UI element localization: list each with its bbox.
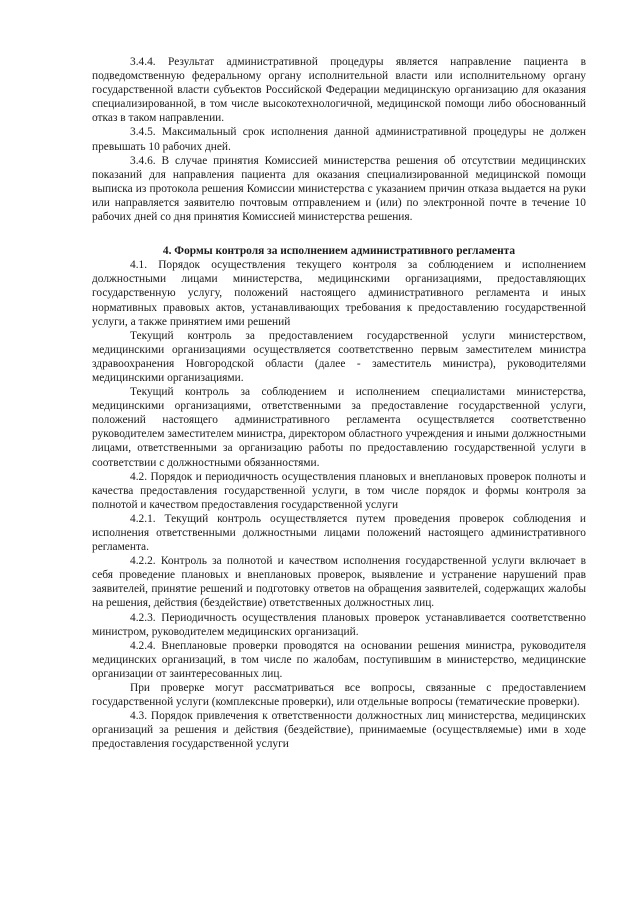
- paragraph-4-1: 4.1. Порядок осуществления текущего контроля за соблюдением и исполнением должностными лицами министерства, медицинскими организациями, предоставляющих государственную услугу, положений настоящего административного регламента и иных нормативных правовых актов, устанавливающих требования к предоставлению государственной услуги, а также принятием ими решений: [92, 259, 586, 328]
- paragraph-4-2: 4.2. Порядок и периодичность осуществления плановых и внеплановых проверок полноты и качества предоставления государственной услуги, в том числе порядок и формы контроля за полнотой и качеством предоставления государственной услуги: [92, 470, 586, 511]
- paragraph-4-2-1: 4.2.1. Текущий контроль осуществляется путем проведения проверок соблюдения и исполнения ответственными должностными лицами положений настоящего административного регламента.: [92, 512, 586, 554]
- paragraph-current-control-2: Текущий контроль за соблюдением и исполнением специалистами министерства, медицинскими организациями, ответственными за предоставление государственной услуги, положений настоящего административного регламента осуществляется соответственно руководителем заместителем министра, директором областного учреждения и иными должностными лицами, ответственными за организацию работы по предоставлению государственной услуги в соответствии с должностными обязанностями.: [92, 386, 586, 469]
- paragraph-current-control-1: Текущий контроль за предоставлением государственной услуги министерством, медицинскими организациями осуществляется соответственно первым заместителем министра здравоохранения Новгородской области (далее - заместитель министра), руководителями медицинскими организациями.: [92, 329, 586, 384]
- paragraph-4-2-3: 4.2.3. Периодичность осуществления плановых проверок устанавливается соответственно министром, руководителем медицинских организаций.: [92, 611, 586, 638]
- paragraph-inspection-questions: При проверке могут рассматриваться все вопросы, связанные с предоставлением государственной услуги (комплексные проверки), или отдельные вопросы (тематические проверки).: [92, 682, 586, 709]
- section-4-heading: 4. Формы контроля за исполнением административного регламента: [162, 245, 516, 258]
- paragraph-4-2-2: 4.2.2. Контроль за полнотой и качеством исполнения государственной услуги включает в себя проведение плановых и внеплановых проверок, выявление и устранение нарушений прав заявителей, принятие решений и подготовку ответов на обращения заявителей, содержащих жалобы на решения, действия (бездействие) ответственных должностных лиц.: [92, 555, 586, 610]
- section-gap: [92, 224, 586, 244]
- document-body: [92, 55, 586, 752]
- paragraph-3-4-4: 3.4.4. Результат административной процедуры является направление пациента в подведомственную федеральному органу исполнительной власти или исполнительному органу государственной власти субъектов Российской Федерации медицинскую организацию для оказания специализированной, в том числе высокотехнологичной, медицинской помощи либо обоснованный отказ в таком направлении.: [92, 56, 586, 125]
- paragraph-4-2-4: 4.2.4. Внеплановые проверки проводятся на основании решения министра, руководителя медицинских организаций, в том числе по жалобам, поступившим в министерство, медицинские организации от заинтересованных лиц.: [92, 639, 586, 680]
- paragraph-4-3: 4.3. Порядок привлечения к ответственности должностных лиц министерства, медицинских организаций за решения и действия (бездействие), принимаемые (осуществляемые) ими в ходе предоставления государственной услуги: [92, 710, 586, 751]
- paragraph-3-4-6: 3.4.6. В случае принятия Комиссией министерства решения об отсутствии медицинских показаний для направления пациента для оказания специализированной медицинской помощи выписка из протокола решения Комиссии министерства с указанием причин отказа выдается на руки или направляется заявителю почтовым отправлением и (или) по электронной почте в течение 10 рабочих дней со дня принятия Комиссией министерства решения.: [92, 154, 586, 224]
- paragraph-3-4-5: 3.4.5. Максимальный срок исполнения данной административной процедуры не должен превышать 10 рабочих дней.: [92, 126, 586, 153]
